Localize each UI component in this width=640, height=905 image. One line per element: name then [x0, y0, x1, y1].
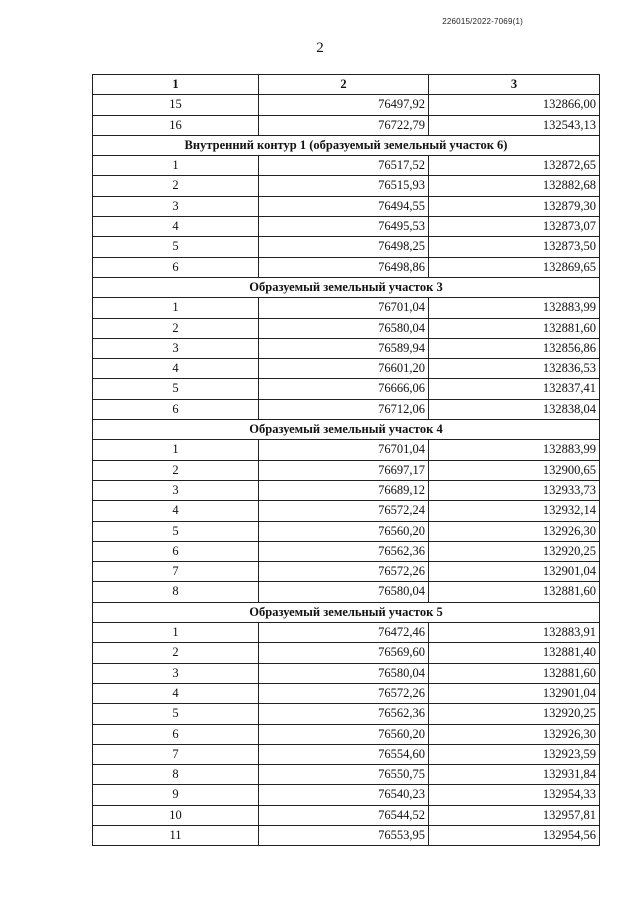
- point-number-cell: 1: [93, 623, 259, 643]
- x-coordinate-cell: 76572,26: [259, 683, 429, 703]
- y-coordinate-cell: 132836,53: [429, 359, 600, 379]
- table-row: [93, 704, 600, 724]
- x-coordinate-cell: 76517,52: [259, 156, 429, 176]
- x-coordinate-cell: 76544,52: [259, 805, 429, 825]
- point-number-cell: 1: [93, 440, 259, 460]
- table-row: [93, 521, 600, 541]
- point-number-cell: 6: [93, 724, 259, 744]
- x-coordinate-cell: 76550,75: [259, 765, 429, 785]
- table-row: [93, 298, 600, 318]
- x-coordinate-cell: 76540,23: [259, 785, 429, 805]
- x-coordinate-cell: 76580,04: [259, 663, 429, 683]
- x-coordinate-cell: 76497,92: [259, 95, 429, 115]
- point-number-cell: 3: [93, 338, 259, 358]
- point-number-cell: 10: [93, 805, 259, 825]
- x-coordinate-cell: 76554,60: [259, 744, 429, 764]
- x-coordinate-cell: 76589,94: [259, 338, 429, 358]
- x-coordinate-cell: 76569,60: [259, 643, 429, 663]
- y-coordinate-cell: 132920,25: [429, 541, 600, 561]
- y-coordinate-cell: 132882,68: [429, 176, 600, 196]
- table-row: [93, 541, 600, 561]
- table-row: [93, 785, 600, 805]
- y-coordinate-cell: 132933,73: [429, 480, 600, 500]
- y-coordinate-cell: 132881,60: [429, 582, 600, 602]
- table-row: [93, 379, 600, 399]
- table-row: [93, 683, 600, 703]
- section-header-row: [93, 420, 600, 440]
- y-coordinate-cell: 132954,56: [429, 825, 600, 845]
- y-coordinate-cell: 132881,60: [429, 318, 600, 338]
- point-number-cell: 5: [93, 379, 259, 399]
- point-number-cell: 4: [93, 683, 259, 703]
- table-body: [93, 95, 600, 846]
- x-coordinate-cell: 76572,26: [259, 562, 429, 582]
- point-number-cell: 6: [93, 541, 259, 561]
- table-row: [93, 156, 600, 176]
- point-number-cell: 6: [93, 257, 259, 277]
- point-number-cell: 5: [93, 237, 259, 257]
- point-number-cell: 16: [93, 115, 259, 135]
- y-coordinate-cell: 132881,40: [429, 643, 600, 663]
- column-header-point-number: 1: [93, 75, 259, 95]
- y-coordinate-cell: 132543,13: [429, 115, 600, 135]
- document-reference-number: 226015/2022-7069(1): [442, 17, 523, 26]
- y-coordinate-cell: 132957,81: [429, 805, 600, 825]
- table-row: [93, 805, 600, 825]
- table-row: [93, 359, 600, 379]
- table-row: [93, 176, 600, 196]
- table-row: [93, 663, 600, 683]
- point-number-cell: 7: [93, 562, 259, 582]
- table-row: [93, 825, 600, 845]
- y-coordinate-cell: 132920,25: [429, 704, 600, 724]
- x-coordinate-cell: 76701,04: [259, 298, 429, 318]
- x-coordinate-cell: 76553,95: [259, 825, 429, 845]
- x-coordinate-cell: 76494,55: [259, 196, 429, 216]
- y-coordinate-cell: 132873,50: [429, 237, 600, 257]
- point-number-cell: 5: [93, 704, 259, 724]
- y-coordinate-cell: 132954,33: [429, 785, 600, 805]
- point-number-cell: 11: [93, 825, 259, 845]
- y-coordinate-cell: 132869,65: [429, 257, 600, 277]
- y-coordinate-cell: 132883,99: [429, 298, 600, 318]
- y-coordinate-cell: 132881,60: [429, 663, 600, 683]
- y-coordinate-cell: 132879,30: [429, 196, 600, 216]
- point-number-cell: 4: [93, 501, 259, 521]
- table-row: [93, 623, 600, 643]
- table-row: [93, 724, 600, 744]
- point-number-cell: 3: [93, 480, 259, 500]
- table-row: [93, 338, 600, 358]
- point-number-cell: 3: [93, 663, 259, 683]
- point-number-cell: 6: [93, 399, 259, 419]
- table-row: [93, 217, 600, 237]
- section-header-row: [93, 135, 600, 155]
- section-title: Образуемый земельный участок 4: [93, 420, 600, 440]
- point-number-cell: 4: [93, 359, 259, 379]
- x-coordinate-cell: 76722,79: [259, 115, 429, 135]
- y-coordinate-cell: 132872,65: [429, 156, 600, 176]
- point-number-cell: 2: [93, 643, 259, 663]
- y-coordinate-cell: 132932,14: [429, 501, 600, 521]
- column-header-x: 2: [259, 75, 429, 95]
- section-title: Внутренний контур 1 (образуемый земельный участок 6): [93, 135, 600, 155]
- point-number-cell: 8: [93, 582, 259, 602]
- table-row: [93, 196, 600, 216]
- x-coordinate-cell: 76515,93: [259, 176, 429, 196]
- table-row: [93, 115, 600, 135]
- y-coordinate-cell: 132838,04: [429, 399, 600, 419]
- y-coordinate-cell: 132900,65: [429, 460, 600, 480]
- y-coordinate-cell: 132883,91: [429, 623, 600, 643]
- point-number-cell: 2: [93, 460, 259, 480]
- y-coordinate-cell: 132926,30: [429, 521, 600, 541]
- point-number-cell: 8: [93, 765, 259, 785]
- x-coordinate-cell: 76560,20: [259, 521, 429, 541]
- x-coordinate-cell: 76580,04: [259, 582, 429, 602]
- x-coordinate-cell: 76712,06: [259, 399, 429, 419]
- point-number-cell: 7: [93, 744, 259, 764]
- x-coordinate-cell: 76601,20: [259, 359, 429, 379]
- x-coordinate-cell: 76498,86: [259, 257, 429, 277]
- x-coordinate-cell: 76495,53: [259, 217, 429, 237]
- y-coordinate-cell: 132873,07: [429, 217, 600, 237]
- table-row: [93, 582, 600, 602]
- y-coordinate-cell: 132856,86: [429, 338, 600, 358]
- table-row: [93, 765, 600, 785]
- table-row: [93, 237, 600, 257]
- table-row: [93, 440, 600, 460]
- y-coordinate-cell: 132837,41: [429, 379, 600, 399]
- x-coordinate-cell: 76689,12: [259, 480, 429, 500]
- page-number: 2: [316, 40, 324, 56]
- coordinates-table: [92, 74, 600, 846]
- point-number-cell: 1: [93, 298, 259, 318]
- x-coordinate-cell: 76580,04: [259, 318, 429, 338]
- x-coordinate-cell: 76572,24: [259, 501, 429, 521]
- table-header-row: [93, 75, 600, 95]
- table-row: [93, 501, 600, 521]
- x-coordinate-cell: 76562,36: [259, 704, 429, 724]
- x-coordinate-cell: 76498,25: [259, 237, 429, 257]
- point-number-cell: 3: [93, 196, 259, 216]
- table-row: [93, 399, 600, 419]
- x-coordinate-cell: 76697,17: [259, 460, 429, 480]
- section-title: Образуемый земельный участок 3: [93, 277, 600, 297]
- column-header-y: 3: [429, 75, 600, 95]
- y-coordinate-cell: 132901,04: [429, 683, 600, 703]
- point-number-cell: 5: [93, 521, 259, 541]
- section-header-row: [93, 277, 600, 297]
- table-row: [93, 643, 600, 663]
- x-coordinate-cell: 76560,20: [259, 724, 429, 744]
- y-coordinate-cell: 132866,00: [429, 95, 600, 115]
- y-coordinate-cell: 132926,30: [429, 724, 600, 744]
- point-number-cell: 9: [93, 785, 259, 805]
- x-coordinate-cell: 76701,04: [259, 440, 429, 460]
- table-row: [93, 257, 600, 277]
- section-header-row: [93, 602, 600, 622]
- point-number-cell: 1: [93, 156, 259, 176]
- table-row: [93, 460, 600, 480]
- point-number-cell: 2: [93, 176, 259, 196]
- table-row: [93, 480, 600, 500]
- x-coordinate-cell: 76666,06: [259, 379, 429, 399]
- x-coordinate-cell: 76562,36: [259, 541, 429, 561]
- point-number-cell: 2: [93, 318, 259, 338]
- point-number-cell: 4: [93, 217, 259, 237]
- section-title: Образуемый земельный участок 5: [93, 602, 600, 622]
- y-coordinate-cell: 132901,04: [429, 562, 600, 582]
- x-coordinate-cell: 76472,46: [259, 623, 429, 643]
- table-row: [93, 562, 600, 582]
- table-row: [93, 95, 600, 115]
- y-coordinate-cell: 132923,59: [429, 744, 600, 764]
- y-coordinate-cell: 132883,99: [429, 440, 600, 460]
- table-row: [93, 318, 600, 338]
- table-row: [93, 744, 600, 764]
- point-number-cell: 15: [93, 95, 259, 115]
- y-coordinate-cell: 132931,84: [429, 765, 600, 785]
